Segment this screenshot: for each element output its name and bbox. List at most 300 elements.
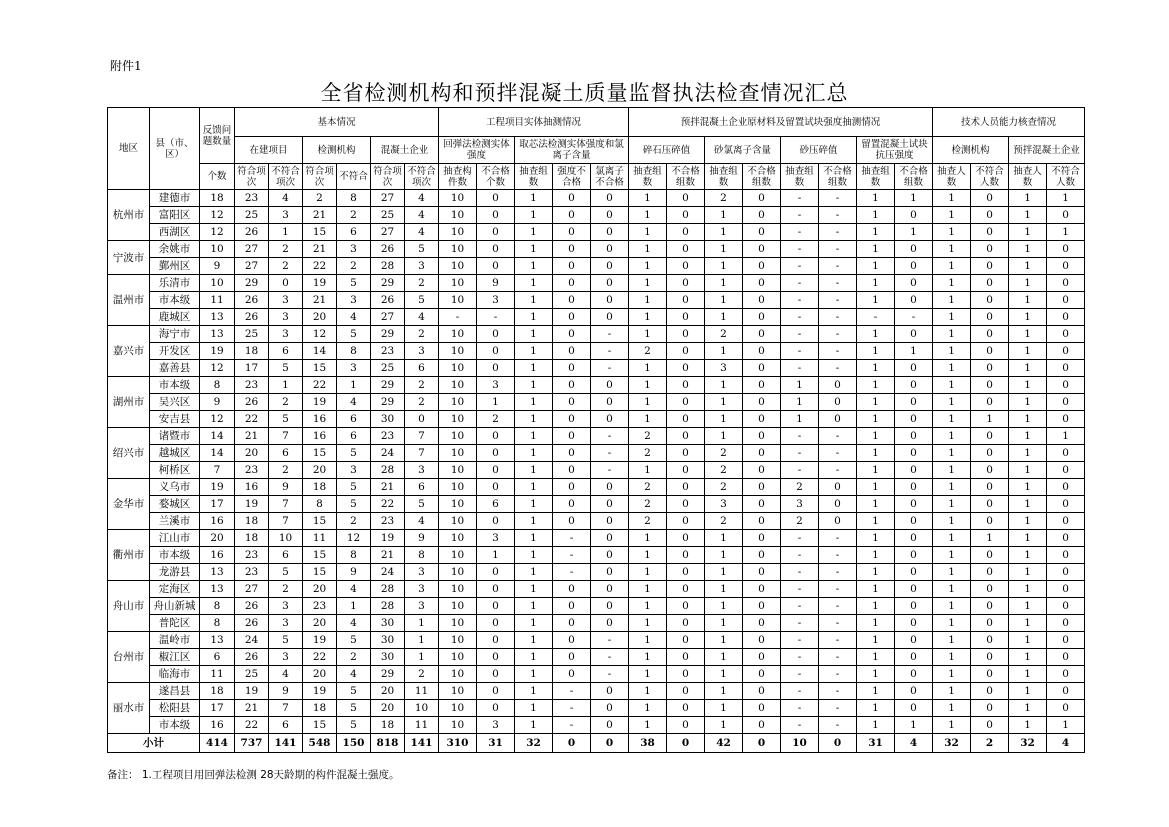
value-cell: 10 xyxy=(439,377,477,394)
value-cell: 1 xyxy=(705,224,743,241)
value-cell: 1 xyxy=(515,224,553,241)
subheader: 砂氯离子含量 xyxy=(705,137,781,164)
value-cell: 0 xyxy=(667,513,705,530)
value-cell: 19 xyxy=(200,479,235,496)
value-cell: 0 xyxy=(477,615,515,632)
value-cell: 0 xyxy=(743,394,781,411)
value-cell: 1 xyxy=(1009,258,1047,275)
value-cell: 3 xyxy=(269,207,303,224)
value-cell: 0 xyxy=(971,683,1009,700)
value-cell: 20 xyxy=(235,445,269,462)
value-cell: 7 xyxy=(405,428,439,445)
value-cell: 29 xyxy=(235,275,269,292)
value-cell: 10 xyxy=(439,462,477,479)
value-cell: 0 xyxy=(743,683,781,700)
value-cell: 15 xyxy=(303,360,337,377)
table-row xyxy=(108,292,1085,309)
value-cell: - xyxy=(819,700,857,717)
value-cell: 11 xyxy=(200,292,235,309)
value-cell: 1 xyxy=(629,683,667,700)
value-cell: 1 xyxy=(705,394,743,411)
value-cell: 18 xyxy=(235,513,269,530)
value-cell: 0 xyxy=(553,190,591,207)
value-cell: 15 xyxy=(303,513,337,530)
value-cell: 1 xyxy=(629,258,667,275)
value-cell: 3 xyxy=(405,343,439,360)
value-cell: 0 xyxy=(895,394,933,411)
value-cell: 0 xyxy=(743,377,781,394)
value-cell: 0 xyxy=(1047,615,1085,632)
value-cell: 0 xyxy=(895,275,933,292)
value-cell: - xyxy=(553,683,591,700)
value-cell: 11 xyxy=(405,683,439,700)
value-cell: 9 xyxy=(337,564,371,581)
value-cell: 5 xyxy=(337,496,371,513)
value-cell: - xyxy=(439,309,477,326)
value-cell: 0 xyxy=(1047,462,1085,479)
total-cell: 737 xyxy=(235,734,269,753)
value-cell: 23 xyxy=(371,343,405,360)
header-group-project: 工程项目实体抽测情况 xyxy=(439,108,629,137)
value-cell: 0 xyxy=(667,241,705,258)
value-cell: 10 xyxy=(439,666,477,683)
value-cell: 23 xyxy=(235,377,269,394)
total-cell: 141 xyxy=(269,734,303,753)
header-group-basic: 基本情况 xyxy=(235,108,439,137)
value-cell: 1 xyxy=(933,717,971,734)
value-cell: 10 xyxy=(439,326,477,343)
value-cell: 1 xyxy=(515,445,553,462)
value-cell: 2 xyxy=(629,445,667,462)
value-cell: 1 xyxy=(857,666,895,683)
value-cell: - xyxy=(819,530,857,547)
value-cell: 1 xyxy=(1009,479,1047,496)
county-cell: 临海市 xyxy=(150,666,200,683)
value-cell: 23 xyxy=(235,462,269,479)
value-cell: 1 xyxy=(857,479,895,496)
header-leaf: 抽查人数 xyxy=(1009,164,1047,190)
value-cell: 1 xyxy=(1009,241,1047,258)
table-row xyxy=(108,190,1085,207)
value-cell: 0 xyxy=(553,224,591,241)
value-cell: 0 xyxy=(667,258,705,275)
value-cell: 0 xyxy=(743,241,781,258)
value-cell: 0 xyxy=(743,666,781,683)
value-cell: 19 xyxy=(303,632,337,649)
value-cell: - xyxy=(819,428,857,445)
value-cell: 0 xyxy=(667,292,705,309)
value-cell: 19 xyxy=(303,683,337,700)
value-cell: 10 xyxy=(439,224,477,241)
value-cell: 0 xyxy=(1047,377,1085,394)
value-cell: 0 xyxy=(477,564,515,581)
value-cell: 0 xyxy=(743,564,781,581)
value-cell: 0 xyxy=(553,309,591,326)
value-cell: 10 xyxy=(439,581,477,598)
value-cell: 5 xyxy=(269,632,303,649)
value-cell: 3 xyxy=(705,360,743,377)
total-cell: 10 xyxy=(781,734,819,753)
value-cell: 28 xyxy=(371,581,405,598)
header-leaf: 不合格组数 xyxy=(667,164,705,190)
value-cell: 0 xyxy=(971,479,1009,496)
table-row xyxy=(108,581,1085,598)
value-cell: 1 xyxy=(1009,615,1047,632)
region-cell: 宁波市 xyxy=(108,241,150,275)
value-cell: 8 xyxy=(337,190,371,207)
value-cell: - xyxy=(819,224,857,241)
value-cell: - xyxy=(819,615,857,632)
value-cell: - xyxy=(591,326,629,343)
value-cell: 0 xyxy=(895,598,933,615)
value-cell: 4 xyxy=(405,224,439,241)
value-cell: 1 xyxy=(857,683,895,700)
value-cell: 0 xyxy=(895,513,933,530)
value-cell: 1 xyxy=(1047,190,1085,207)
value-cell: 4 xyxy=(337,666,371,683)
value-cell: 1 xyxy=(1009,292,1047,309)
value-cell: 8 xyxy=(337,547,371,564)
table-row xyxy=(108,530,1085,547)
value-cell: 1 xyxy=(629,326,667,343)
value-cell: 0 xyxy=(477,649,515,666)
value-cell: - xyxy=(553,717,591,734)
value-cell: 0 xyxy=(819,394,857,411)
value-cell: 0 xyxy=(591,581,629,598)
value-cell: - xyxy=(781,547,819,564)
value-cell: - xyxy=(819,666,857,683)
value-cell: 10 xyxy=(439,241,477,258)
value-cell: 0 xyxy=(667,411,705,428)
value-cell: 1 xyxy=(629,241,667,258)
table-row xyxy=(108,343,1085,360)
value-cell: 1 xyxy=(1009,275,1047,292)
value-cell: 1 xyxy=(515,190,553,207)
value-cell: 0 xyxy=(1047,394,1085,411)
value-cell: 1 xyxy=(515,411,553,428)
value-cell: 0 xyxy=(553,394,591,411)
value-cell: 0 xyxy=(971,615,1009,632)
value-cell: 12 xyxy=(200,207,235,224)
total-cell: 0 xyxy=(743,734,781,753)
value-cell: 0 xyxy=(971,190,1009,207)
subheader: 检测机构 xyxy=(933,137,1009,164)
value-cell: 18 xyxy=(303,700,337,717)
value-cell: 0 xyxy=(895,649,933,666)
value-cell: 0 xyxy=(591,547,629,564)
value-cell: 0 xyxy=(667,581,705,598)
value-cell: 0 xyxy=(667,615,705,632)
value-cell: - xyxy=(591,632,629,649)
value-cell: 1 xyxy=(933,598,971,615)
value-cell: 0 xyxy=(667,632,705,649)
county-cell: 海宁市 xyxy=(150,326,200,343)
value-cell: 0 xyxy=(591,683,629,700)
value-cell: 1 xyxy=(933,394,971,411)
value-cell: 2 xyxy=(337,207,371,224)
value-cell: 0 xyxy=(895,615,933,632)
value-cell: 0 xyxy=(667,394,705,411)
value-cell: - xyxy=(781,530,819,547)
value-cell: - xyxy=(781,462,819,479)
value-cell: 3 xyxy=(781,496,819,513)
value-cell: 1 xyxy=(857,292,895,309)
value-cell: 1 xyxy=(629,190,667,207)
header-leaf: 不符合人数 xyxy=(971,164,1009,190)
value-cell: 8 xyxy=(200,615,235,632)
value-cell: 1 xyxy=(1009,564,1047,581)
county-cell: 西湖区 xyxy=(150,224,200,241)
value-cell: 1 xyxy=(515,360,553,377)
value-cell: 1 xyxy=(933,411,971,428)
county-cell: 松阳县 xyxy=(150,700,200,717)
value-cell: 0 xyxy=(477,360,515,377)
value-cell: 22 xyxy=(235,411,269,428)
value-cell: - xyxy=(819,190,857,207)
value-cell: - xyxy=(819,598,857,615)
county-cell: 遂昌县 xyxy=(150,683,200,700)
value-cell: 1 xyxy=(1009,207,1047,224)
value-cell: 21 xyxy=(303,292,337,309)
value-cell: 0 xyxy=(591,377,629,394)
value-cell: 1 xyxy=(515,462,553,479)
value-cell: 2 xyxy=(405,275,439,292)
value-cell: 0 xyxy=(477,700,515,717)
value-cell: 9 xyxy=(200,258,235,275)
value-cell: 1 xyxy=(857,547,895,564)
value-cell: 0 xyxy=(553,292,591,309)
value-cell: - xyxy=(781,666,819,683)
value-cell: 10 xyxy=(200,275,235,292)
value-cell: - xyxy=(781,275,819,292)
value-cell: 0 xyxy=(743,309,781,326)
value-cell: 0 xyxy=(895,360,933,377)
table-row xyxy=(108,513,1085,530)
value-cell: - xyxy=(781,428,819,445)
value-cell: 3 xyxy=(405,462,439,479)
subheader: 回弹法检测实体强度 xyxy=(439,137,515,164)
value-cell: 2 xyxy=(405,394,439,411)
value-cell: 1 xyxy=(933,683,971,700)
table-row xyxy=(108,683,1085,700)
value-cell: 0 xyxy=(591,207,629,224)
total-cell: 2 xyxy=(971,734,1009,753)
value-cell: 0 xyxy=(667,224,705,241)
value-cell: 10 xyxy=(439,411,477,428)
header-leaf: 不合格个数 xyxy=(477,164,515,190)
value-cell: 25 xyxy=(235,326,269,343)
value-cell: 1 xyxy=(405,615,439,632)
table-row xyxy=(108,666,1085,683)
value-cell: - xyxy=(553,547,591,564)
value-cell: 26 xyxy=(371,292,405,309)
value-cell: 5 xyxy=(269,564,303,581)
header-county: 县（市、区） xyxy=(150,108,200,190)
value-cell: 10 xyxy=(439,190,477,207)
value-cell: 0 xyxy=(667,428,705,445)
value-cell: 0 xyxy=(591,292,629,309)
value-cell: 3 xyxy=(477,530,515,547)
value-cell: 0 xyxy=(553,428,591,445)
value-cell: 0 xyxy=(895,411,933,428)
value-cell: 0 xyxy=(1047,309,1085,326)
value-cell: 1 xyxy=(933,309,971,326)
value-cell: 0 xyxy=(667,326,705,343)
value-cell: 0 xyxy=(971,496,1009,513)
header-leaf: 抽查构件数 xyxy=(439,164,477,190)
header-group-concrete: 预拌混凝土企业原材料及留置试块强度抽测情况 xyxy=(629,108,933,137)
value-cell: 16 xyxy=(200,717,235,734)
value-cell: 4 xyxy=(405,207,439,224)
value-cell: - xyxy=(781,343,819,360)
value-cell: 1 xyxy=(629,462,667,479)
value-cell: 0 xyxy=(743,207,781,224)
value-cell: - xyxy=(781,309,819,326)
value-cell: 3 xyxy=(269,649,303,666)
value-cell: - xyxy=(819,343,857,360)
value-cell: - xyxy=(591,462,629,479)
header-feedback: 反馈问题数量 xyxy=(200,108,235,164)
value-cell: 5 xyxy=(337,632,371,649)
value-cell: 0 xyxy=(553,513,591,530)
value-cell: - xyxy=(781,326,819,343)
value-cell: 2 xyxy=(705,445,743,462)
total-cell: 414 xyxy=(200,734,235,753)
total-cell: 0 xyxy=(819,734,857,753)
value-cell: 0 xyxy=(895,377,933,394)
value-cell: 26 xyxy=(371,241,405,258)
value-cell: 2 xyxy=(705,462,743,479)
value-cell: 3 xyxy=(269,309,303,326)
value-cell: 1 xyxy=(629,615,667,632)
table-row xyxy=(108,411,1085,428)
value-cell: 0 xyxy=(971,666,1009,683)
value-cell: 0 xyxy=(743,292,781,309)
value-cell: 0 xyxy=(895,258,933,275)
value-cell: 0 xyxy=(477,479,515,496)
value-cell: 1 xyxy=(933,224,971,241)
table-row xyxy=(108,717,1085,734)
county-cell: 婺城区 xyxy=(150,496,200,513)
value-cell: 6 xyxy=(405,360,439,377)
value-cell: 1 xyxy=(515,598,553,615)
value-cell: 1 xyxy=(1009,326,1047,343)
value-cell: 10 xyxy=(439,275,477,292)
value-cell: 1 xyxy=(1009,190,1047,207)
value-cell: 0 xyxy=(405,411,439,428)
value-cell: 15 xyxy=(303,564,337,581)
header-leaf: 强度不合格 xyxy=(553,164,591,190)
value-cell: 0 xyxy=(895,564,933,581)
value-cell: 1 xyxy=(705,632,743,649)
value-cell: 4 xyxy=(337,309,371,326)
total-cell: 150 xyxy=(337,734,371,753)
value-cell: 3 xyxy=(337,241,371,258)
value-cell: 0 xyxy=(477,207,515,224)
table-row xyxy=(108,258,1085,275)
table-row xyxy=(108,700,1085,717)
value-cell: 1 xyxy=(705,309,743,326)
value-cell: 4 xyxy=(269,666,303,683)
value-cell: 1 xyxy=(705,598,743,615)
value-cell: - xyxy=(819,326,857,343)
header-leaf: 不合格组数 xyxy=(743,164,781,190)
value-cell: 0 xyxy=(971,632,1009,649)
value-cell: 1 xyxy=(933,649,971,666)
value-cell: 10 xyxy=(439,445,477,462)
value-cell: 1 xyxy=(1009,411,1047,428)
value-cell: 0 xyxy=(1047,207,1085,224)
value-cell: 3 xyxy=(477,292,515,309)
value-cell: 25 xyxy=(371,207,405,224)
value-cell: 0 xyxy=(1047,581,1085,598)
total-cell: 32 xyxy=(515,734,553,753)
value-cell: 0 xyxy=(553,411,591,428)
value-cell: 1 xyxy=(1009,547,1047,564)
value-cell: - xyxy=(819,462,857,479)
value-cell: 21 xyxy=(303,207,337,224)
value-cell: 21 xyxy=(235,700,269,717)
value-cell: 6 xyxy=(269,717,303,734)
value-cell: 0 xyxy=(553,207,591,224)
region-cell: 杭州市 xyxy=(108,190,150,241)
value-cell: 0 xyxy=(477,224,515,241)
value-cell: 0 xyxy=(591,530,629,547)
county-cell: 诸暨市 xyxy=(150,428,200,445)
value-cell: - xyxy=(819,632,857,649)
value-cell: 1 xyxy=(705,292,743,309)
value-cell: 1 xyxy=(857,581,895,598)
value-cell: 18 xyxy=(303,479,337,496)
value-cell: 1 xyxy=(857,275,895,292)
value-cell: 20 xyxy=(303,309,337,326)
value-cell: 27 xyxy=(371,309,405,326)
value-cell: 1 xyxy=(857,700,895,717)
value-cell: 1 xyxy=(857,632,895,649)
value-cell: 17 xyxy=(235,360,269,377)
value-cell: 0 xyxy=(971,394,1009,411)
value-cell: 1 xyxy=(1009,581,1047,598)
county-cell: 定海区 xyxy=(150,581,200,598)
table-row xyxy=(108,360,1085,377)
table-row xyxy=(108,496,1085,513)
value-cell: 4 xyxy=(269,190,303,207)
value-cell: 5 xyxy=(269,360,303,377)
header-leaf: 抽查组数 xyxy=(515,164,553,190)
value-cell: - xyxy=(781,632,819,649)
value-cell: 3 xyxy=(269,292,303,309)
value-cell: 3 xyxy=(405,564,439,581)
value-cell: 0 xyxy=(553,360,591,377)
value-cell: 0 xyxy=(895,547,933,564)
value-cell: 1 xyxy=(515,700,553,717)
value-cell: - xyxy=(857,309,895,326)
table-row xyxy=(108,615,1085,632)
subheader: 在建项目 xyxy=(235,137,303,164)
value-cell: 22 xyxy=(303,258,337,275)
value-cell: 0 xyxy=(1047,326,1085,343)
value-cell: 26 xyxy=(235,615,269,632)
value-cell: 19 xyxy=(371,530,405,547)
value-cell: 1 xyxy=(1009,683,1047,700)
value-cell: 3 xyxy=(477,717,515,734)
value-cell: 23 xyxy=(235,547,269,564)
value-cell: 0 xyxy=(477,462,515,479)
value-cell: 1 xyxy=(1009,428,1047,445)
value-cell: 0 xyxy=(591,598,629,615)
value-cell: 0 xyxy=(553,666,591,683)
value-cell: 0 xyxy=(819,411,857,428)
